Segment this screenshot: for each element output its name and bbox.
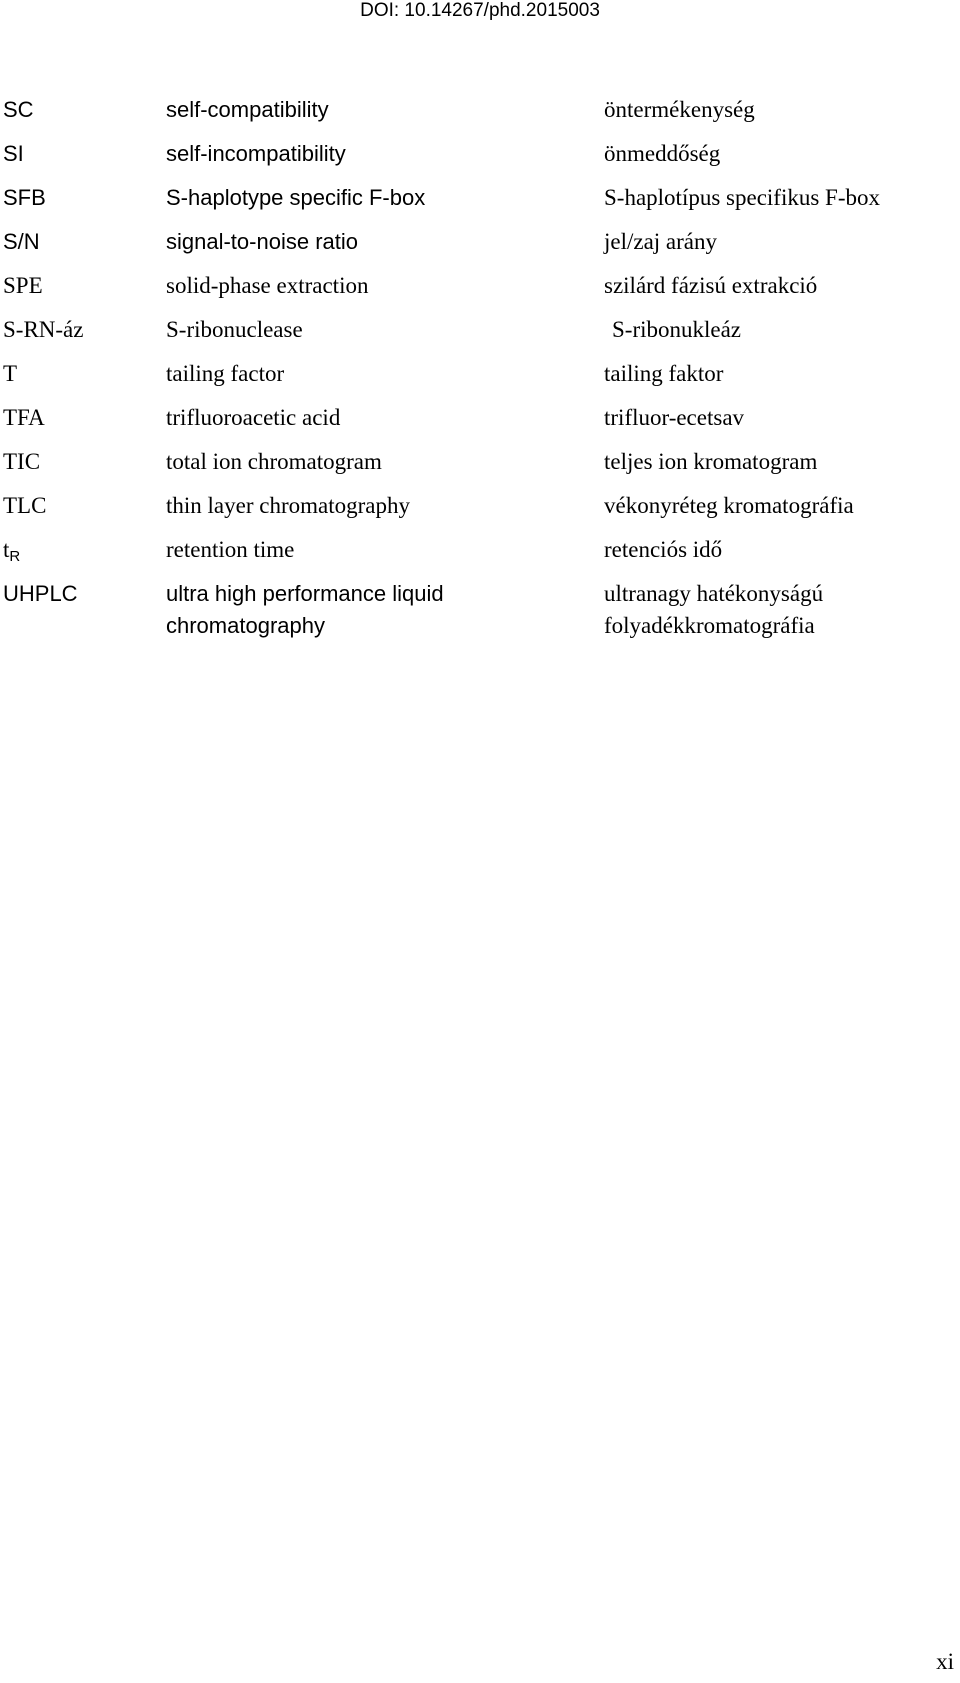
hungarian-term: jel/zaj arány — [604, 229, 718, 254]
abbreviation-row — [0, 182, 960, 226]
english-term: signal-to-noise ratio — [166, 229, 358, 254]
abbreviation: SC — [3, 97, 34, 122]
abbreviation: SI — [3, 141, 24, 166]
hungarian-term: szilárd fázisú extrakció — [604, 273, 818, 298]
english-term: total ion chromatogram — [166, 449, 382, 474]
english-term: S-ribonuclease — [166, 317, 303, 342]
abbreviation-base: t — [3, 537, 10, 562]
english-term: self-compatibility — [166, 97, 329, 122]
hungarian-term-line: folyadékkromatográfia — [604, 613, 815, 638]
abbreviation-row — [0, 358, 960, 402]
english-term: tailing factor — [166, 361, 285, 386]
abbreviation: UHPLC — [3, 581, 78, 606]
english-term: trifluoroacetic acid — [166, 405, 341, 430]
abbreviation: SPE — [3, 273, 43, 298]
abbreviation-row — [0, 270, 960, 314]
english-term: solid-phase extraction — [166, 273, 369, 298]
abbreviation-row — [0, 226, 960, 270]
abbreviation-row — [0, 446, 960, 490]
english-term-line: ultra high performance liquid — [166, 581, 444, 606]
abbreviation: SFB — [3, 185, 46, 210]
abbreviation: TLC — [3, 493, 47, 518]
abbreviation-row — [0, 314, 960, 358]
hungarian-term — [604, 578, 823, 642]
abbreviation: TFA — [3, 405, 45, 430]
abbreviation — [3, 534, 20, 569]
abbreviation-row — [0, 534, 960, 578]
hungarian-term: S-haplotípus specifikus F-box — [604, 185, 880, 210]
english-term — [166, 578, 444, 642]
abbreviation-row — [0, 490, 960, 534]
hungarian-term: önmeddőség — [604, 141, 721, 166]
english-term-line: chromatography — [166, 613, 325, 638]
hungarian-term-line: ultranagy hatékonyságú — [604, 581, 824, 606]
abbreviation: TIC — [3, 449, 41, 474]
abbreviation-subscript: R — [9, 548, 21, 565]
abbreviation-row — [0, 94, 960, 138]
hungarian-term: tailing faktor — [604, 361, 724, 386]
abbreviation-row — [0, 578, 960, 644]
abbreviation-row — [0, 402, 960, 446]
page-number: xi — [936, 1649, 954, 1674]
abbreviation-row — [0, 138, 960, 182]
english-term: retention time — [166, 537, 295, 562]
english-term: thin layer chromatography — [166, 493, 410, 518]
hungarian-term: trifluor-ecetsav — [604, 405, 745, 430]
abbreviation: S-RN-áz — [3, 317, 84, 342]
abbreviation: T — [3, 361, 18, 386]
doi-header: DOI: 10.14267/phd.2015003 — [360, 0, 600, 21]
english-term: S-haplotype specific F-box — [166, 185, 426, 210]
hungarian-term: S-ribonukleáz — [612, 317, 742, 342]
hungarian-term: retenciós idő — [604, 537, 723, 562]
abbreviation: S/N — [3, 229, 40, 254]
hungarian-term: öntermékenység — [604, 97, 755, 122]
hungarian-term: vékonyréteg kromatográfia — [604, 493, 854, 518]
abbreviation-list — [0, 94, 960, 644]
hungarian-term: teljes ion kromatogram — [604, 449, 818, 474]
english-term: self-incompatibility — [166, 141, 346, 166]
